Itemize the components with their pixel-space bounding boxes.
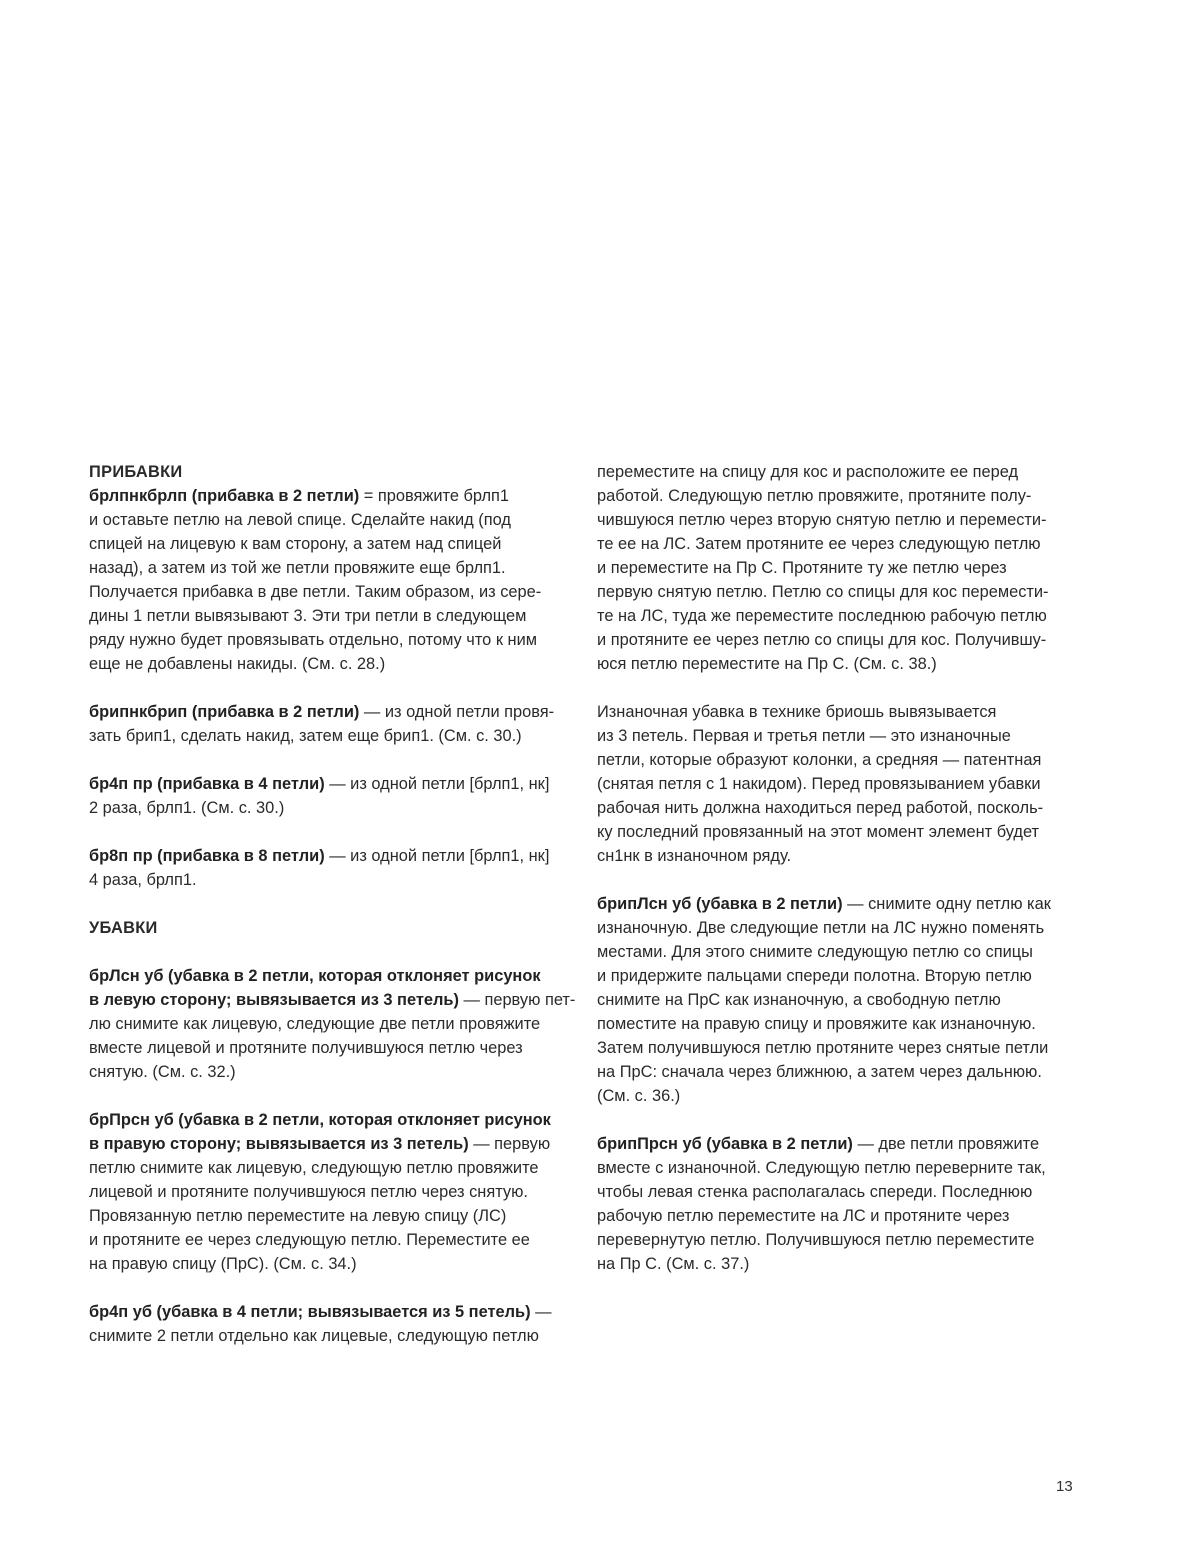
- increases-heading: ПРИБАВКИ: [89, 463, 183, 481]
- page-number: 13: [1056, 1478, 1073, 1495]
- paragraph-brlpnkbrlp: брлпнкбрлп (прибавка в 2 петли) = провяжите брлп1 и оставьте петлю на левой спице. Сделайте накид (под спицей на лицевую к вам сторону, а затем над спицей назад), а затем из той же петли провяжите еще брлп1. Получается прибавка в две петли. Таким образом, из сере- дины 1 петли вывязывают 3. Эти три петли в следующем ряду нужно будет провязывать отдельно, потому что к ним еще не добавлены накиды. (См. с. 28.): [89, 487, 542, 673]
- term-briplsn-ub: брипЛсн уб (убавка в 2 петли): [597, 895, 843, 913]
- term-brlsn-ub: брЛсн уб (убавка в 2 петли, которая отклоняет рисунок: [89, 967, 541, 985]
- paragraph-brioche-purl-decrease: Изнаночная убавка в технике бриошь вывязывается из 3 петель. Первая и третья петли — это изнаночные петли, которые образуют колонки, а средняя — патентная (снятая петля с 1 накидом). Перед провязыванием убавки рабочая нить должна находиться перед работой, посколь- ку последний провязанный на этот момент элемент будет сн1нк в изнаночном ряду.: [597, 703, 1044, 865]
- paragraph-brlsn-ub: брЛсн уб (убавка в 2 петли, которая отклоняет рисунок в левую сторону; вывязывается из 3 петель) — первую пет- лю снимите как лицевую, следующие две петли провяжите вместе лицевой и протяните получившуюся петлю через снятую. (См. с. 32.): [89, 967, 576, 1081]
- left-column: [89, 460, 576, 1348]
- paragraph-briplsn-ub: брипЛсн уб (убавка в 2 петли) — снимите одну петлю как изнаночную. Две следующие петли на ЛС нужно поменять местами. Для этого снимите следующую петлю со спицы и придержите пальцами спереди полотна. Вторую петлю снимите на ПрС как изнаночную, а свободную петлю поместите на правую спицу и провяжите как изнаночную. Затем получившуюся петлю протяните через снятые петли на ПрС: сначала через ближнюю, а затем через дальнюю. (См. с. 36.): [597, 895, 1051, 1105]
- paragraph-continuation: переместите на спицу для кос и расположите ее перед работой. Следующую петлю провяжите, протяните полу- чившуюся петлю через вторую снятую петлю и перемести- те ее на ЛС. Затем протяните ее через следующую петлю и переместите на Пр С. Протяните ту же петлю через первую снятую петлю. Петлю со спицы для кос перемести- те на ЛС, туда же переместите последнюю рабочую петлю и протяните ее через петлю со спицы для кос. Получившу- юся петлю переместите на Пр С. (См. с. 38.): [597, 463, 1049, 673]
- right-column: [597, 460, 1077, 1276]
- paragraph-br4p-ub: бр4п уб (убавка в 4 петли; вывязывается из 5 петель) — снимите 2 петли отдельно как лицевые, следующую петлю: [89, 1303, 552, 1345]
- term-br8p-pr: бр8п пр (прибавка в 8 петли): [89, 847, 325, 865]
- paragraph-br8p-pr: бр8п пр (прибавка в 8 петли) — из одной петли [брлп1, нк] 4 раза, брлп1.: [89, 847, 550, 889]
- paragraph-brpprsn-ub: брипПрсн уб (убавка в 2 петли) — две петли провяжите вместе с изнаночной. Следующую петлю переверните так, чтобы левая стенка располагалась спереди. Последнюю рабочую петлю переместите на ЛС и протяните через перевернутую петлю. Получившуюся петлю переместите на Пр С. (См. с. 37.): [597, 1135, 1046, 1273]
- paragraph-bripnkbrip: брипнкбрип (прибавка в 2 петли) — из одной петли провя- зать брип1, сделать накид, затем еще брип1. (См. с. 30.): [89, 703, 555, 745]
- term-brlpnkbrlp: брлпнкбрлп (прибавка в 2 петли): [89, 487, 360, 505]
- paragraph-br4p-pr: бр4п пр (прибавка в 4 петли) — из одной петли [брлп1, нк] 2 раза, брлп1. (См. с. 30.): [89, 775, 550, 817]
- paragraph-brprsn-ub: брПрсн уб (убавка в 2 петли, которая отклоняет рисунок в правую сторону; вывязывается из 3 петель) — первую петлю снимите как лицевую, следующую петлю провяжите лицевой и протяните получившуюся петлю через снятую. Провязанную петлю переместите на левую спицу (ЛС) и протяните ее через следующую петлю. Переместите ее на правую спицу (ПрС). (См. с. 34.): [89, 1111, 551, 1273]
- term-bripnkbrip: брипнкбрип (прибавка в 2 петли): [89, 703, 360, 721]
- term-br4p-pr: бр4п пр (прибавка в 4 петли): [89, 775, 325, 793]
- term-br4p-ub: бр4п уб (убавка в 4 петли; вывязывается из 5 петель): [89, 1303, 531, 1321]
- decreases-heading: УБАВКИ: [89, 919, 158, 937]
- term-brprsn-ub: брПрсн уб (убавка в 2 петли, которая отклоняет рисунок: [89, 1111, 551, 1129]
- term-brpprsn-ub: брипПрсн уб (убавка в 2 петли): [597, 1135, 853, 1153]
